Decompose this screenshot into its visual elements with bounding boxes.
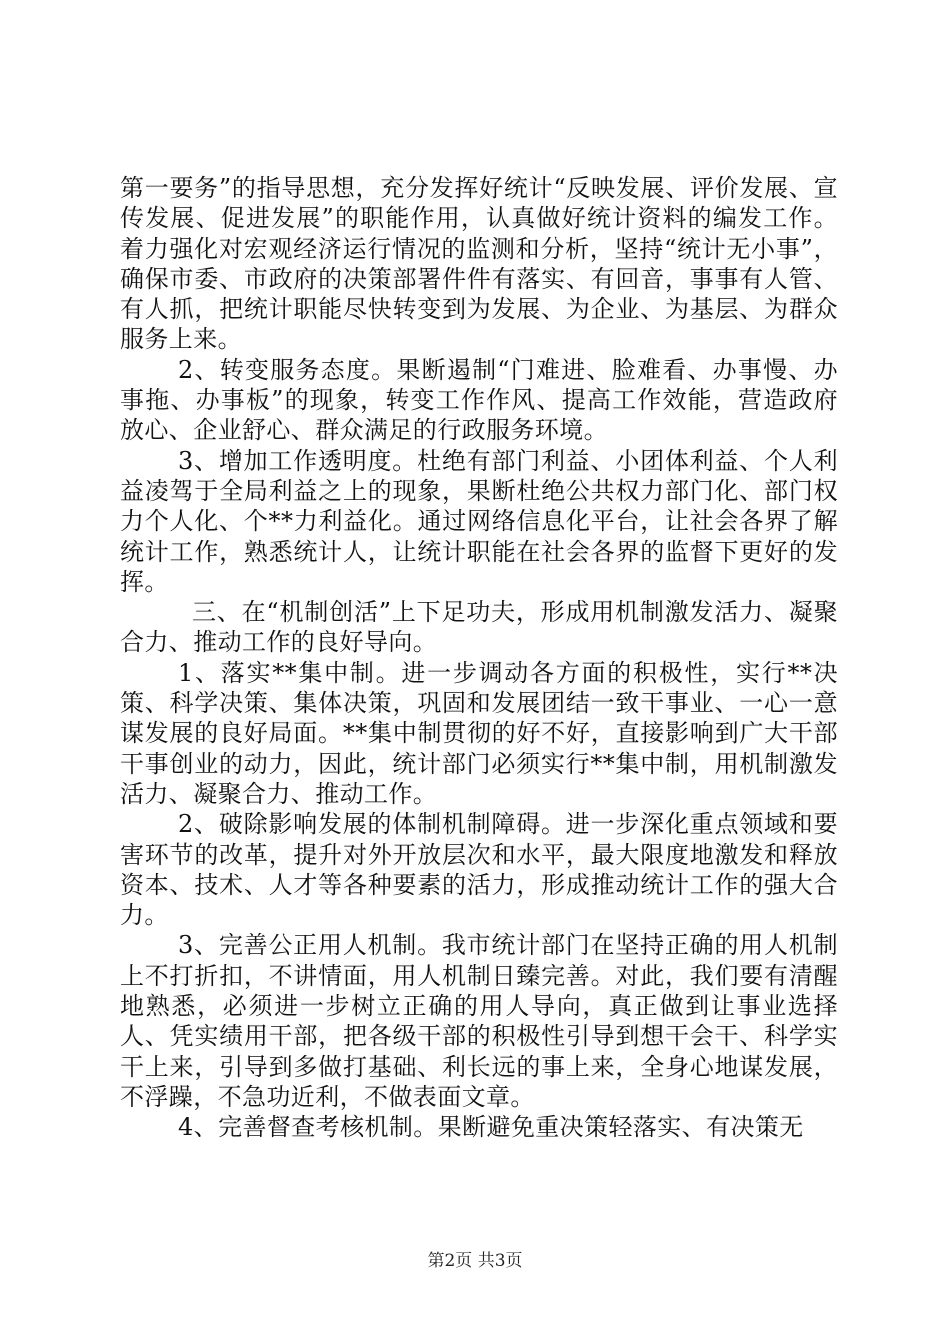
paragraph-item-2-reform: 2、破除影响发展的体制机制障碍。进一步深化重点领域和要害环节的改革，提升对外开放层次和水平，最大限度地激发和释放资本、技术、人才等各种要素的活力，形成推动统计工作的强大合力。 [120, 810, 838, 930]
paragraph-item-2-service-attitude: 2、转变服务态度。果断遏制“门难进、脸难看、办事慢、办事拖、办事板”的现象，转变工作作风、提高工作效能，营造政府放心、企业舒心、群众满足的行政服务环境。 [120, 355, 838, 445]
document-body [120, 173, 838, 1143]
paragraph-item-4-supervision: 4、完善督查考核机制。果断避免重决策轻落实、有决策无 [178, 1113, 804, 1142]
paragraph-item-3-personnel: 3、完善公正用人机制。我市统计部门在坚持正确的用人机制上不打折扣，不讲情面，用人机制日臻完善。对此，我们要有清醒地熟悉，必须进一步树立正确的用人导向，真正做到让事业选择人、凭实绩用干部，把各级干部的积极性引导到想干会干、科学实干上来，引导到多做打基础、利长远的事上来，全身心地谋发展，不浮躁，不急功近利，不做表面文章。 [120, 931, 838, 1111]
paragraph-item-1-centralism: 1、落实**集中制。进一步调动各方面的积极性，实行**决策、科学决策、集体决策，巩固和发展团结一致干事业、一心一意谋发展的良好局面。**集中制贯彻的好不好，直接影响到广大干部干事创业的动力，因此，统计部门必须实行**集中制，用机制激发活力、凝聚合力、推动工作。 [120, 658, 838, 808]
page-number-footer: 第2页 共3页 [427, 1251, 523, 1271]
paragraph-item-3-transparency: 3、增加工作透明度。杜绝有部门利益、小团体利益、个人利益凌驾于全局利益之上的现象，果断杜绝公共权力部门化、部门权力个人化、个**力利益化。通过网络信息化平台，让社会各界了解统计工作，熟悉统计人，让统计职能在社会各界的监督下更好的发挥。 [120, 446, 838, 596]
section-heading-three: 三、在“机制创活”上下足功夫，形成用机制激发活力、凝聚合力、推动工作的良好导向。 [120, 598, 838, 657]
paragraph-continuation: 第一要务”的指导思想，充分发挥好统计“反映发展、评价发展、宣传发展、促进发展”的职能作用，认真做好统计资料的编发工作。着力强化对宏观经济运行情况的监测和分析，坚持“统计无小事”，确保市委、市政府的决策部署件件有落实、有回音，事事有人管、有人抓，把统计职能尽快转变到为发展、为企业、为基层、为群众服务上来。 [120, 174, 838, 354]
